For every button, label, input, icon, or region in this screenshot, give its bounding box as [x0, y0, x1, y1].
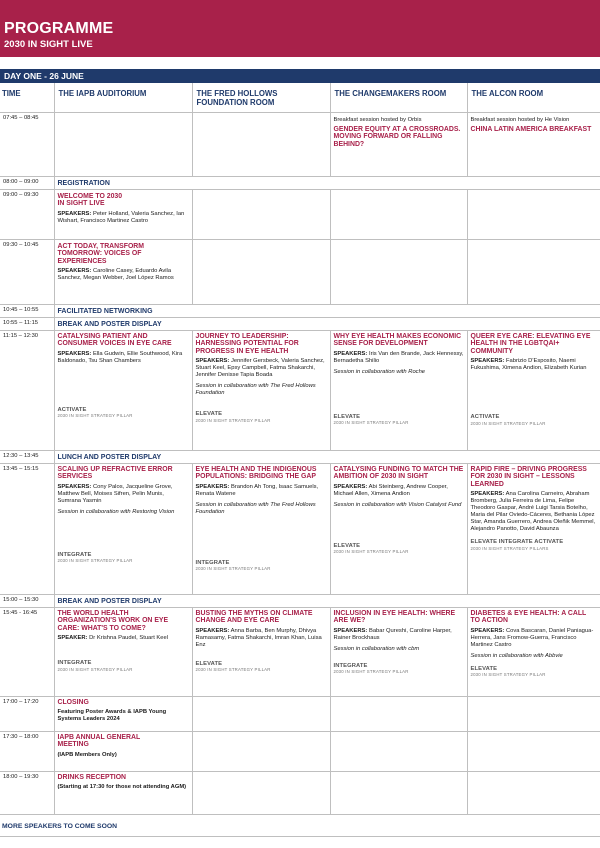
session-label: BREAK AND POSTER DISPLAY	[54, 317, 600, 330]
session-speakers: SPEAKERS: Ana Carolina Carneiro, Abraham Bromberg, Julia Ferreira de Lima, Felipe Theodoro Gaspar, André Luigi Tarsia Botelho, Maria del Pilar Oviedo-Cáceres, Bethania López Star, Amanda Guerrero, Andrea Oleñik Memmel, Alejandro Panotto, David Abaunza	[470, 491, 596, 533]
session-time: 18:00 – 19:30	[0, 771, 54, 814]
session-cell	[54, 731, 192, 771]
session-time: 09:30 – 10:45	[0, 239, 54, 304]
session-title: SCALING UP REFRACTIVE ERROR SERVICES	[57, 465, 173, 481]
session-time: 11:15 – 12:30	[0, 330, 54, 450]
session-title: ACT TODAY, TRANSFORM TOMORROW: VOICES OF EXPERIENCES	[57, 242, 145, 265]
session-cell	[330, 112, 467, 176]
session-cell	[330, 463, 467, 594]
strategy-pillar: ELEVATE 2030 IN SIGHT STRATEGY PILLAR	[195, 660, 271, 673]
table-row	[0, 696, 600, 731]
session-time: 07:45 – 08:45	[0, 112, 54, 176]
session-collaboration: Session in collaboration with Roche	[333, 368, 426, 375]
session-cell	[192, 463, 330, 594]
empty-cell	[330, 239, 467, 304]
strategy-pillar: ELEVATE 2030 IN SIGHT STRATEGY PILLAR	[470, 665, 546, 678]
session-time: 10:45 – 10:55	[0, 304, 54, 317]
session-cell	[467, 463, 600, 594]
session-cell	[330, 607, 467, 696]
day-heading: DAY ONE - 26 JUNE	[0, 69, 600, 83]
session-label: BREAK AND POSTER DISPLAY	[54, 594, 600, 607]
session-collaboration: Session in collaboration with The Fred Hollows Foundation	[195, 383, 316, 397]
session-speakers: SPEAKERS: Cova Bascaran, Daniel Paniagua-Herrera, Jans Fromow-Guerra, Francisco Martinez Castro	[470, 627, 594, 648]
session-cell	[54, 696, 192, 731]
session-speakers: SPEAKERS: Brandon Ah Tong, Isaac Samuels, Renata Watene	[195, 483, 319, 497]
strategy-pillar: INTEGRATE 2030 IN SIGHT STRATEGY PILLAR	[195, 559, 271, 572]
session-title: INCLUSION IN EYE HEALTH: WHERE ARE WE?	[333, 609, 456, 625]
strategy-pillar: INTEGRATE 2030 IN SIGHT STRATEGY PILLAR	[57, 660, 133, 672]
empty-cell	[192, 189, 330, 239]
table-row	[0, 594, 600, 607]
session-speakers: SPEAKERS: Jennifer Gersbeck, Valeria Sanchez, Stuart Keel, Epsy Campbell, Fatma Shakarchi, Jennifer Denisse Tapia Boada	[195, 358, 325, 379]
column-header-fred-hollows: THE FRED HOLLOWS FOUNDATION ROOM	[192, 83, 330, 112]
session-cell	[192, 607, 330, 696]
column-header-alcon: THE ALCON ROOM	[467, 83, 600, 112]
table-row	[0, 189, 600, 239]
empty-cell	[192, 731, 330, 771]
session-cell	[330, 330, 467, 450]
session-cell	[54, 189, 192, 239]
column-header-time: TIME	[0, 83, 54, 112]
empty-cell	[192, 112, 330, 176]
session-cell	[54, 771, 192, 814]
session-speakers: SPEAKERS: Peter Holland, Valeria Sanchez, Ian Wishart, Francisco Martinez Castro	[57, 210, 185, 224]
session-title: CATALYSING FUNDING TO MATCH THE AMBITION OF 2030 IN SIGHT	[333, 465, 464, 481]
session-cell	[467, 330, 600, 450]
strategy-pillar: ELEVATE 2030 IN SIGHT STRATEGY PILLAR	[333, 413, 409, 426]
session-cell	[467, 112, 600, 176]
strategy-pillar: ELEVATE 2030 IN SIGHT STRATEGY PILLAR	[195, 411, 271, 423]
session-time: 08:00 – 09:00	[0, 176, 54, 189]
strategy-pillar: INTEGRATE 2030 IN SIGHT STRATEGY PILLAR	[57, 551, 133, 564]
session-title: CLOSING	[57, 698, 89, 706]
session-speakers: SPEAKERS: Ella Gudwin, Ellie Southwood, Kira Baldonado, Tsu Shan Chambers	[57, 350, 183, 364]
session-cell	[54, 463, 192, 594]
programme-table	[0, 83, 600, 815]
session-note: (IAPB Members Only)	[57, 751, 117, 758]
session-note: Featuring Poster Awards & IAPB Young Systems Leaders 2024	[57, 709, 167, 723]
empty-cell	[54, 112, 192, 176]
session-title: WHY EYE HEALTH MAKES ECONOMIC SENSE FOR DEVELOPMENT	[333, 332, 462, 348]
table-row	[0, 176, 600, 189]
session-host: Breakfast session hosted by He Vision	[470, 116, 570, 123]
session-title: JOURNEY TO LEADERSHIP: HARNESSING POTENTIAL FOR PROGRESS IN EYE HEALTH	[195, 332, 299, 355]
column-header-row	[0, 83, 600, 112]
footer-divider	[0, 836, 600, 837]
session-cell	[54, 239, 192, 304]
strategy-pillar: ACTIVATE 2030 IN SIGHT STRATEGY PILLAR	[57, 406, 133, 419]
session-time: 17:30 – 18:00	[0, 731, 54, 771]
strategy-pillar: ACTIVATE 2030 IN SIGHT STRATEGY PILLAR	[470, 414, 546, 426]
session-title: WELCOME TO 2030 IN SIGHT LIVE	[57, 192, 123, 208]
session-cell	[54, 330, 192, 450]
session-collaboration: Session in collaboration with Abbvie	[470, 652, 563, 659]
session-label: FACILITATED NETWORKING	[54, 304, 600, 317]
session-time: 09:00 – 09:30	[0, 189, 54, 239]
session-time: 15:45 - 16:45	[0, 607, 54, 696]
session-speakers: SPEAKERS: Cony Palos, Jacqueline Grove, Matthew Bell, Moises Sifren, Pelin Munis, Sumrana Yasmin	[57, 483, 173, 504]
session-host: Breakfast session hosted by Orbis	[333, 116, 422, 123]
strategy-pillar: INTEGRATE 2030 IN SIGHT STRATEGY PILLAR	[333, 662, 409, 675]
page-header	[0, 0, 600, 57]
session-note: (Starting at 17:30 for those not attending AGM)	[57, 784, 187, 791]
empty-cell	[192, 771, 330, 814]
table-row	[0, 731, 600, 771]
column-header-auditorium: THE IAPB AUDITORIUM	[54, 83, 192, 112]
session-cell	[467, 607, 600, 696]
session-time: 17:00 – 17:20	[0, 696, 54, 731]
session-title: CATALYSING PATIENT AND CONSUMER VOICES IN EYE CARE	[57, 332, 172, 348]
session-speakers: SPEAKERS: Iris Van den Brande, Jack Hennessy, Bernadetha Shilio	[333, 350, 464, 364]
page-title: PROGRAMME	[4, 20, 114, 37]
session-speakers: SPEAKERS: Abi Steinberg, Andrew Cooper, Michael Allen, Ximena Andion	[333, 483, 448, 497]
session-title: GENDER EQUITY AT A CROSSROADS. MOVING FORWARD OR FALLING BEHIND?	[333, 125, 461, 148]
column-header-changemakers: THE CHANGEMAKERS ROOM	[330, 83, 467, 112]
table-row	[0, 304, 600, 317]
session-time: 12:30 – 13:45	[0, 450, 54, 463]
session-time: 15:00 – 15:30	[0, 594, 54, 607]
session-speakers: SPEAKERS: Babar Qureshi, Caroline Harper, Rainer Brockhaus	[333, 627, 452, 641]
empty-cell	[467, 696, 600, 731]
session-title: QUEER EYE CARE: ELEVATING EYE HEALTH IN THE LGBTQAI+ COMMUNITY	[470, 332, 591, 355]
session-label: REGISTRATION	[54, 176, 600, 189]
session-speakers: SPEAKER: Dr Krishna Paudel, Stuart Keel	[57, 635, 169, 642]
table-row	[0, 239, 600, 304]
session-title: CHINA LATIN AMERICA BREAKFAST	[470, 125, 592, 133]
empty-cell	[330, 696, 467, 731]
session-time: 13:45 – 15:15	[0, 463, 54, 594]
session-time: 10:55 – 11:15	[0, 317, 54, 330]
session-title: EYE HEALTH AND THE INDIGENOUS POPULATIONS: BRIDGING THE GAP	[195, 465, 317, 481]
table-row	[0, 607, 600, 696]
session-label: LUNCH AND POSTER DISPLAY	[54, 450, 600, 463]
empty-cell	[192, 239, 330, 304]
table-row	[0, 463, 600, 594]
footer-note: MORE SPEAKERS TO COME SOON	[2, 823, 118, 830]
session-collaboration: Session in collaboration with Vision Catalyst Fund	[333, 501, 462, 508]
empty-cell	[330, 771, 467, 814]
table-row	[0, 330, 600, 450]
table-row	[0, 450, 600, 463]
session-speakers: SPEAKERS: Anna Barba, Ben Murphy, Dhivya Ramasamy, Fatma Shakarchi, Imran Khan, Luisa Enz	[195, 627, 322, 648]
empty-cell	[192, 696, 330, 731]
session-title: IAPB ANNUAL GENERAL MEETING	[57, 733, 141, 749]
session-title: THE WORLD HEALTH ORGANIZATION'S WORK ON EYE CARE: WHAT'S TO COME?	[57, 609, 169, 632]
session-cell	[54, 607, 192, 696]
empty-cell	[467, 189, 600, 239]
session-collaboration: Session in collaboration with Restoring Vision	[57, 508, 175, 515]
session-title: BUSTING THE MYTHS ON CLIMATE CHANGE AND EYE CARE	[195, 609, 313, 625]
table-row	[0, 317, 600, 330]
empty-cell	[330, 731, 467, 771]
session-collaboration: Session in collaboration with cbm	[333, 645, 420, 652]
page-subtitle: 2030 IN SIGHT LIVE	[4, 39, 93, 50]
empty-cell	[467, 731, 600, 771]
session-speakers: SPEAKERS: Fabrizio D'Esposito, Naemi Fukushima, Ximena Andion, Elizabeth Kurian	[470, 358, 587, 372]
session-title: DRINKS RECEPTION	[57, 773, 127, 781]
session-collaboration: Session in collaboration with The Fred Hollows Foundation	[195, 501, 316, 515]
empty-cell	[467, 239, 600, 304]
table-row	[0, 112, 600, 176]
strategy-pillar: ELEVATE INTEGRATE ACTIVATE 2030 IN SIGHT STRATEGY PILLARS	[470, 539, 564, 551]
empty-cell	[330, 189, 467, 239]
empty-cell	[467, 771, 600, 814]
table-row	[0, 771, 600, 814]
session-cell	[192, 330, 330, 450]
strategy-pillar: ELEVATE 2030 IN SIGHT STRATEGY PILLAR	[333, 542, 409, 555]
session-title: DIABETES & EYE HEALTH: A CALL TO ACTION	[470, 609, 587, 625]
session-speakers: SPEAKERS: Caroline Casey, Eduardo Avila Sanchez, Megan Webber, Joel López Ramos	[57, 268, 174, 282]
session-title: RAPID FIRE – DRIVING PROGRESS FOR 2030 IN SIGHT – LESSONS LEARNED	[470, 465, 587, 488]
